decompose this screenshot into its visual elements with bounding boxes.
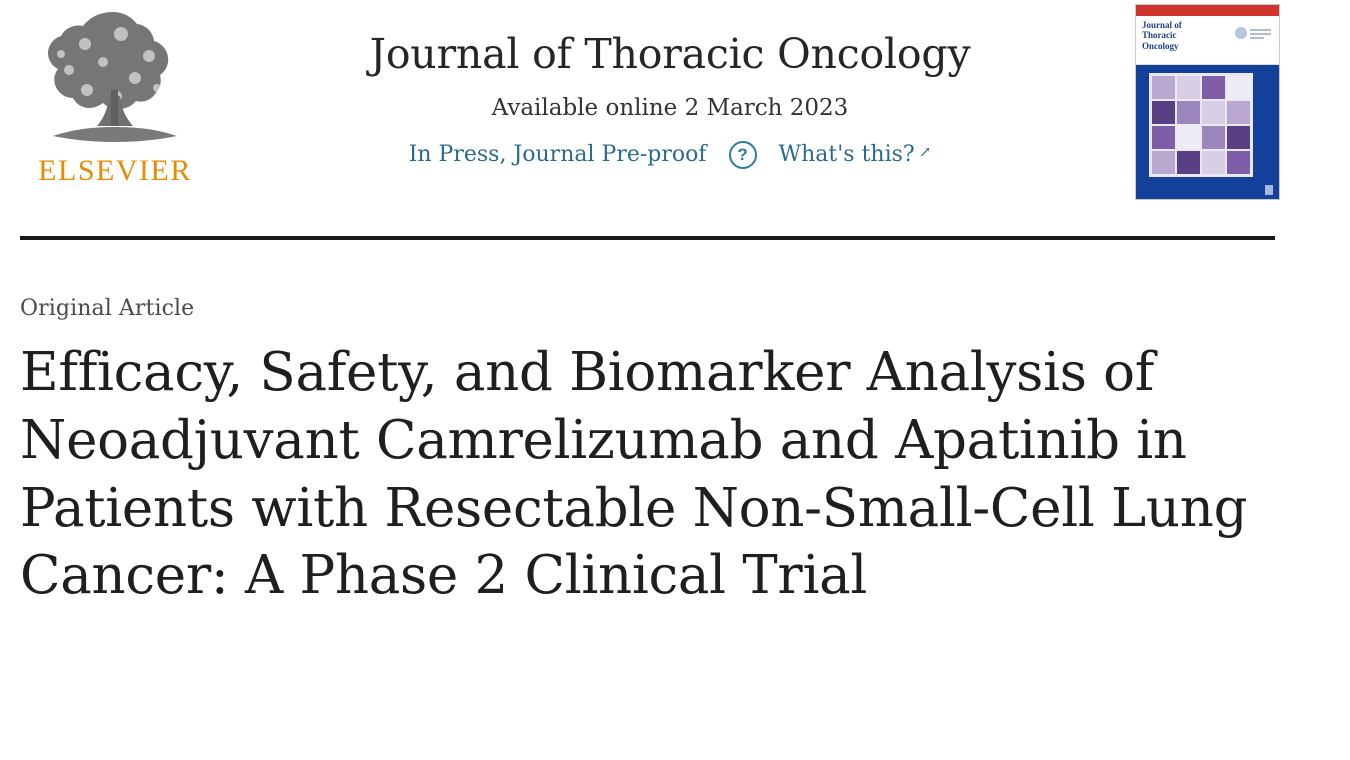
cover-blue-panel [1136, 65, 1279, 200]
cover-red-band [1136, 5, 1279, 16]
cover-corner-mark [1265, 185, 1273, 195]
cover-cell [1227, 101, 1250, 124]
journal-cover-thumbnail[interactable] [1135, 4, 1280, 200]
cover-cell [1227, 151, 1250, 174]
cover-cell [1152, 126, 1175, 149]
journal-header [0, 0, 1350, 238]
cover-cell [1202, 126, 1225, 149]
status-row [230, 141, 1110, 169]
elsevier-tree-icon [25, 4, 205, 154]
cover-society-logo-icon [1233, 24, 1273, 42]
availability-date: Available online 2 March 2023 [491, 95, 849, 122]
cover-title-line3: Oncology [1142, 40, 1179, 51]
cover-cell [1177, 101, 1200, 124]
cover-cell [1152, 151, 1175, 174]
cover-cell [1152, 101, 1175, 124]
elsevier-logo[interactable] [20, 4, 210, 204]
journal-title-block [230, 30, 1110, 169]
cover-cell [1177, 126, 1200, 149]
cover-figure-grid [1149, 73, 1253, 177]
journal-name: Journal of Thoracic Oncology [369, 30, 971, 78]
external-link-arrow-icon: ↗ [918, 143, 932, 162]
cover-cell [1202, 151, 1225, 174]
cover-cell [1152, 76, 1175, 99]
question-mark-icon[interactable]: ? [729, 141, 757, 169]
cover-cell [1202, 76, 1225, 99]
cover-title-line2: Thoracic [1142, 30, 1177, 41]
page-title: Efficacy, Safety, and Biomarker Analysis of Neoadjuvant Camrelizumab and Apatinib in Patients with Resectable Non-Small-Cell Lung Cancer: A Phase 2 Clinical Trial [20, 342, 1248, 607]
whats-this-label: What's this? [778, 142, 915, 168]
cover-cell [1202, 101, 1225, 124]
cover-masthead [1136, 16, 1279, 65]
cover-cell [1177, 151, 1200, 174]
header-divider [20, 236, 1275, 240]
cover-cell [1227, 126, 1250, 149]
cover-cell [1177, 76, 1200, 99]
article-block [20, 296, 1280, 646]
publication-status: In Press, Journal Pre-proof [408, 142, 707, 168]
article-type-label: Original Article [20, 296, 195, 321]
whats-this-link[interactable] [779, 142, 932, 167]
elsevier-wordmark: ELSEVIER [38, 154, 192, 187]
cover-title-text [1142, 20, 1182, 51]
cover-title-line1: Journal of [1142, 20, 1182, 30]
cover-cell [1227, 76, 1250, 99]
